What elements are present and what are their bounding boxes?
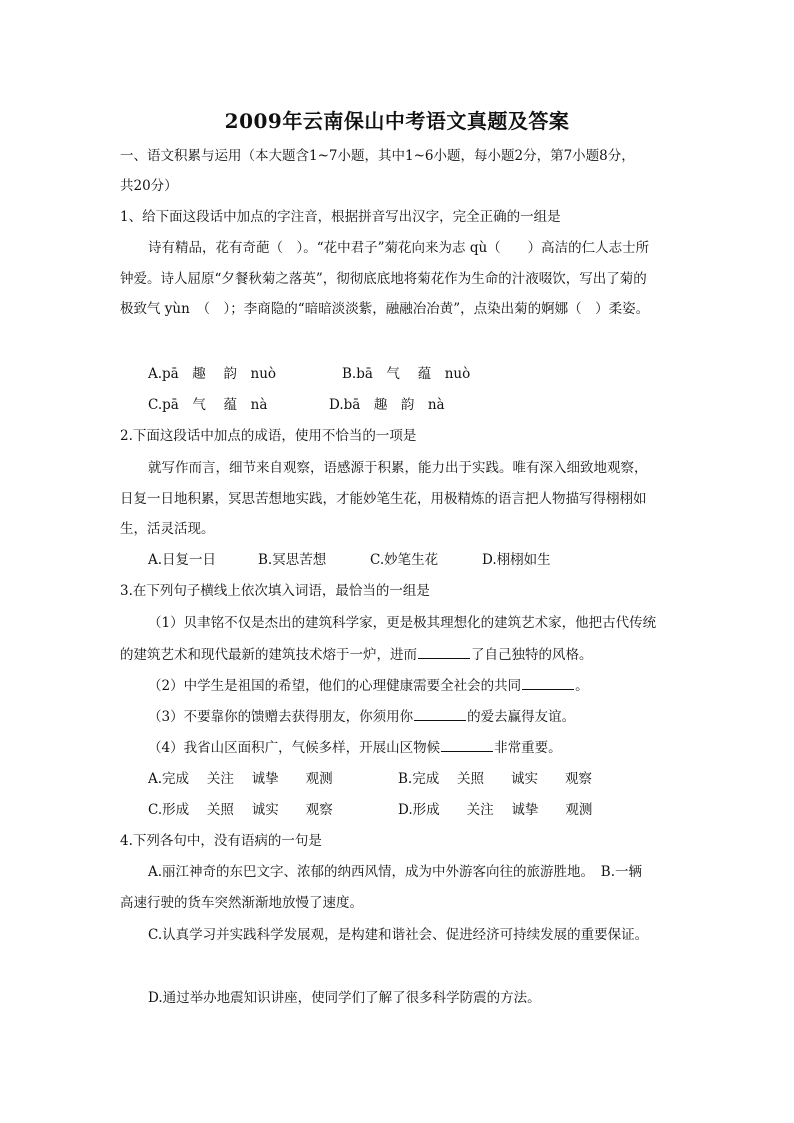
section-1-heading: 一、语文积累与运用（本大题含1~7小题，其中1~6小题，每小题2分，第7小题8分，	[120, 148, 635, 164]
q1-passage-line-3: 极致气 yùn （ ）；李商隐的“暗暗淡淡紫，融融冶冶黄”，点染出菊的婀娜（ ）柔姿。	[120, 301, 650, 317]
q1-passage-line-2: 钟爱。诗人屈原“夕餐秋菊之落英”，彻彻底底地将菊花作为生命的汁液啜饮，写出了菊的	[120, 271, 647, 287]
q4-option-d: D.通过举办地震知识讲座，使同学们了解了很多科学防震的方法。	[148, 990, 541, 1006]
q2-option-a: A.日复一日	[148, 552, 217, 568]
q1-option-b: B.bā 气 蕴 nuò	[342, 366, 471, 382]
q1-option-a: A.pā 趣 韵 nuò	[148, 366, 277, 382]
q3-sentence-1-cont	[120, 645, 593, 665]
q3-option-a: A.完成 关注 诚挚 观测	[148, 771, 333, 787]
page-title: 2009年云南保山中考语文真题及答案	[224, 109, 570, 133]
q3-sentence-1-text-before: 的建筑艺术和现代最新的建筑技术熔于一炉，进而	[120, 647, 417, 663]
section-1-heading-cont: 共20分）	[120, 178, 178, 194]
q4-option-b-cont: 高速行驶的货车突然渐渐地放慢了速度。	[120, 895, 363, 911]
q3-sentence-2-text-after: 。	[575, 678, 589, 694]
q1-option-c: C.pā 气 蕴 nà	[148, 397, 268, 413]
q2-stem: 2.下面这段话中加点的成语，使用不恰当的一项是	[120, 428, 417, 444]
q2-option-b: B.冥思苦想	[258, 552, 327, 568]
q3-sentence-1-text-after: 了自己独特的风格。	[471, 647, 593, 663]
q3-option-b: B.完成 关照 诚实 观察	[398, 771, 593, 787]
fill-blank	[414, 708, 466, 721]
q1-passage-line-1: 诗有精品，花有奇葩（ ）。“花中君子”菊花向来为志 qù（ ）高洁的仁人志士所	[148, 240, 650, 256]
q3-sentence-4-text-after: 非常重要。	[494, 740, 562, 756]
q3-sentence-4-text-before: （4）我省山区面积广，气候多样，开展山区物候	[148, 740, 441, 756]
q4-option-a: A.丽江神奇的东巴文字、浓郁的纳西风情，成为中外游客向往的旅游胜地。 B.一辆	[148, 864, 643, 880]
q3-sentence-4	[148, 738, 562, 758]
q3-sentence-2-text-before: （2）中学生是祖国的希望，他们的心理健康需要全社会的共同	[148, 678, 522, 694]
q3-sentence-3	[148, 707, 575, 727]
q3-sentence-3-text-after: 的爱去赢得友谊。	[467, 709, 576, 725]
q2-passage-line-2: 日复一日地积累，冥思苦想地实践，才能妙笔生花，用极精炼的语言把人物描写得栩栩如	[120, 491, 647, 507]
q1-stem: 1、给下面这段话中加点的字注音，根据拼音写出汉字，完全正确的一组是	[120, 209, 561, 225]
fill-blank	[418, 646, 470, 659]
q3-option-c: C.形成 关照 诚实 观察	[148, 802, 333, 818]
q3-sentence-2	[148, 676, 589, 696]
q3-stem: 3.在下列句子横线上依次填入词语，最恰当的一组是	[120, 583, 430, 599]
q2-option-c: C.妙笔生花	[370, 552, 439, 568]
q3-option-d: D.形成 关注 诚挚 观测	[398, 802, 593, 818]
q1-option-d: D.bā 趣 韵 nà	[329, 397, 445, 413]
q2-passage-line-1: 就写作而言，细节来自观察，语感源于积累，能力出于实践。唯有深入细致地观察，	[148, 460, 648, 476]
q4-stem: 4.下列各句中，没有语病的一句是	[120, 833, 322, 849]
q2-option-d: D.栩栩如生	[482, 552, 551, 568]
fill-blank	[522, 677, 574, 690]
q3-sentence-1: （1）贝聿铭不仅是杰出的建筑科学家，更是极其理想化的建筑艺术家，他把古代传统	[148, 615, 657, 631]
q4-option-c: C.认真学习并实践科学发展观，是构建和谐社会、促进经济可持续发展的重要保证。	[148, 927, 649, 943]
q2-passage-line-3: 生，活灵活现。	[120, 521, 215, 537]
q3-sentence-3-text-before: （3）不要靠你的馈赠去获得朋友，你须用你	[148, 709, 414, 725]
fill-blank	[441, 739, 493, 752]
